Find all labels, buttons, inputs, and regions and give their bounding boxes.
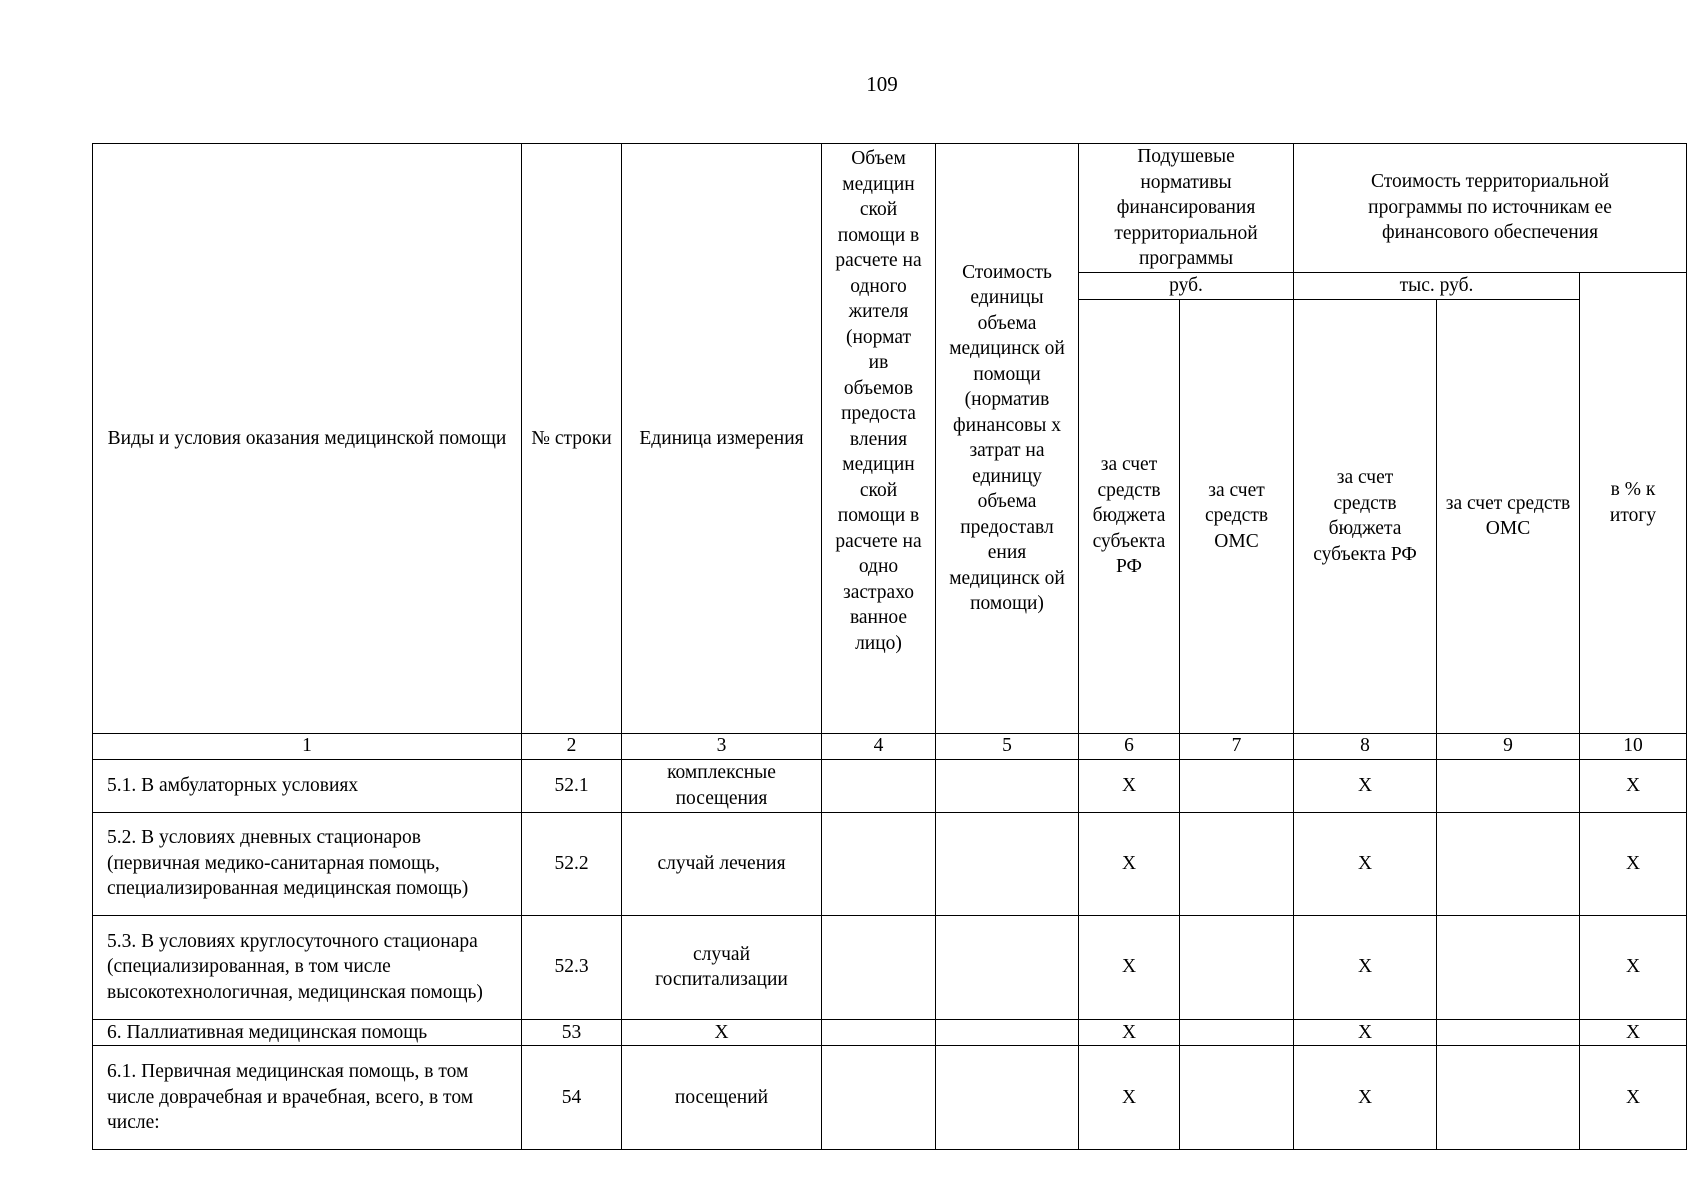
row-norm-budget: X bbox=[1079, 759, 1180, 812]
header-percent-of-total: в % к итогу bbox=[1580, 272, 1687, 733]
row-unit: посещений bbox=[622, 1046, 822, 1150]
row-volume bbox=[822, 1019, 936, 1046]
row-line-number: 52.2 bbox=[522, 812, 622, 915]
table-row bbox=[93, 759, 1687, 812]
header-unit-thousand-rub: тыс. руб. bbox=[1294, 272, 1580, 299]
row-name: 6. Паллиативная медицинская помощь bbox=[93, 1019, 522, 1046]
row-unit-cost bbox=[936, 1019, 1079, 1046]
column-number: 7 bbox=[1180, 733, 1294, 759]
header-types-of-care: Виды и условия оказания медицинской помощи bbox=[93, 144, 522, 734]
row-unit: X bbox=[622, 1019, 822, 1046]
header-unit-cost: Стоимость единицы объема медицинск ой помощи (норматив финансовы х затрат на единицу объема предоставл ения медицинск ой помощи) bbox=[936, 144, 1079, 734]
header-program-cost: Стоимость территориальной программы по источникам ее финансового обеспечения bbox=[1294, 144, 1687, 273]
row-name: 6.1. Первичная медицинская помощь, в том числе доврачебная и врачебная, всего, в том числе: bbox=[93, 1046, 522, 1150]
row-cost-budget: X bbox=[1294, 759, 1437, 812]
column-number: 10 bbox=[1580, 733, 1687, 759]
row-volume bbox=[822, 812, 936, 915]
row-volume bbox=[822, 915, 936, 1019]
column-number: 2 bbox=[522, 733, 622, 759]
row-line-number: 53 bbox=[522, 1019, 622, 1046]
header-volume-per-resident: Объем медицин ской помощи в расчете на одного жителя (нормат ив объемов предоста вления медицин ской помощи в расчете на одно застрахо ванное лицо) bbox=[822, 144, 936, 734]
header-norm-budget: за счет средств бюджета субъекта РФ bbox=[1079, 299, 1180, 733]
row-percent: X bbox=[1580, 1019, 1687, 1046]
row-cost-oms bbox=[1437, 812, 1580, 915]
row-norm-oms bbox=[1180, 812, 1294, 915]
header-unit-rub: руб. bbox=[1079, 272, 1294, 299]
row-volume bbox=[822, 759, 936, 812]
row-cost-oms bbox=[1437, 1019, 1580, 1046]
column-number: 8 bbox=[1294, 733, 1437, 759]
row-cost-budget: X bbox=[1294, 1046, 1437, 1150]
row-unit-cost bbox=[936, 1046, 1079, 1150]
row-cost-budget: X bbox=[1294, 812, 1437, 915]
row-percent: X bbox=[1580, 1046, 1687, 1150]
column-numbers-row bbox=[93, 733, 1687, 759]
row-percent: X bbox=[1580, 812, 1687, 915]
column-number: 1 bbox=[93, 733, 522, 759]
row-norm-oms bbox=[1180, 1019, 1294, 1046]
row-name: 5.1. В амбулаторных условиях bbox=[93, 759, 522, 812]
row-norm-budget: X bbox=[1079, 1019, 1180, 1046]
row-unit: комплексные посещения bbox=[622, 759, 822, 812]
row-cost-budget: X bbox=[1294, 1019, 1437, 1046]
row-line-number: 52.1 bbox=[522, 759, 622, 812]
row-line-number: 54 bbox=[522, 1046, 622, 1150]
column-number: 3 bbox=[622, 733, 822, 759]
financing-table bbox=[92, 143, 1687, 1150]
table-row bbox=[93, 1046, 1687, 1150]
row-cost-oms bbox=[1437, 759, 1580, 812]
row-name: 5.3. В условиях круглосуточного стационара (специализированная, в том числе высокотехнологичная, медицинская помощь) bbox=[93, 915, 522, 1019]
header-cost-oms: за счет средств ОМС bbox=[1437, 299, 1580, 733]
row-percent: X bbox=[1580, 915, 1687, 1019]
column-number: 9 bbox=[1437, 733, 1580, 759]
row-norm-budget: X bbox=[1079, 1046, 1180, 1150]
row-unit: случай лечения bbox=[622, 812, 822, 915]
row-unit-cost bbox=[936, 915, 1079, 1019]
row-percent: X bbox=[1580, 759, 1687, 812]
column-number: 6 bbox=[1079, 733, 1180, 759]
row-cost-oms bbox=[1437, 1046, 1580, 1150]
row-unit-cost bbox=[936, 759, 1079, 812]
header-per-capita-norms: Подушевые нормативы финансирования территориальной программы bbox=[1079, 144, 1294, 273]
row-cost-budget: X bbox=[1294, 915, 1437, 1019]
row-name: 5.2. В условиях дневных стационаров (первичная медико-санитарная помощь, специализированная медицинская помощь) bbox=[93, 812, 522, 915]
row-norm-budget: X bbox=[1079, 812, 1180, 915]
table-row bbox=[93, 812, 1687, 915]
row-cost-oms bbox=[1437, 915, 1580, 1019]
column-number: 5 bbox=[936, 733, 1079, 759]
row-norm-oms bbox=[1180, 1046, 1294, 1150]
header-line-number: № строки bbox=[522, 144, 622, 734]
row-line-number: 52.3 bbox=[522, 915, 622, 1019]
page-number: 109 bbox=[866, 72, 898, 96]
row-norm-oms bbox=[1180, 915, 1294, 1019]
header-norm-oms: за счет средств ОМС bbox=[1180, 299, 1294, 733]
row-norm-oms bbox=[1180, 759, 1294, 812]
table-row bbox=[93, 1019, 1687, 1046]
column-number: 4 bbox=[822, 733, 936, 759]
row-volume bbox=[822, 1046, 936, 1150]
row-unit: случай госпитализации bbox=[622, 915, 822, 1019]
header-cost-budget: за счет средств бюджета субъекта РФ bbox=[1294, 299, 1437, 733]
row-unit-cost bbox=[936, 812, 1079, 915]
row-norm-budget: X bbox=[1079, 915, 1180, 1019]
header-unit-of-measure: Единица измерения bbox=[622, 144, 822, 734]
table-row bbox=[93, 915, 1687, 1019]
